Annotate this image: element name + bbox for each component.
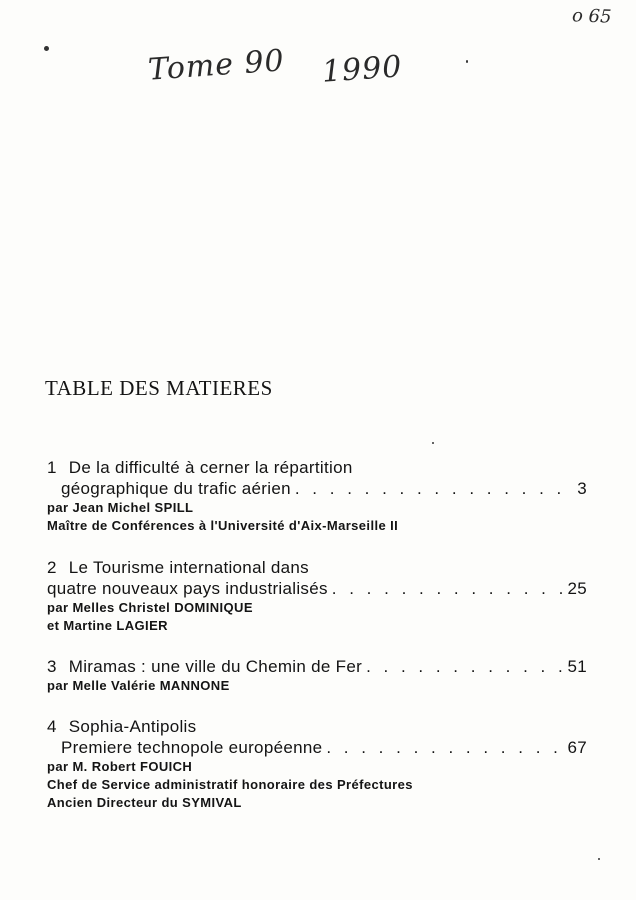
- entry-title: De la difficulté à cerner la répartition: [68, 458, 353, 477]
- entry-author: par M. Robert FOUICH: [47, 759, 193, 774]
- entry-title-line: [47, 457, 587, 478]
- entry-author: par Melles Christel DOMINIQUE: [47, 600, 253, 615]
- entry-title-line: [47, 656, 587, 677]
- toc-entry: [47, 656, 587, 695]
- ink-speck: [466, 60, 468, 63]
- ink-speck: [598, 858, 600, 860]
- page-title: TABLE DES MATIERES: [45, 376, 273, 400]
- entry-number: 1: [47, 458, 57, 477]
- handwritten-volume-note: Tome 90: [146, 43, 286, 88]
- entry-title-continued: géographique du trafic aérien: [61, 479, 291, 498]
- dot-leader: [362, 656, 565, 677]
- entry-title-line: [47, 557, 587, 578]
- entry-page-number: 25: [567, 579, 587, 598]
- entry-author-detail: Chef de Service administratif honoraire des Préfectures: [47, 777, 413, 792]
- entry-title-continued: quatre nouveaux pays industrialisés: [47, 579, 328, 598]
- entry-page-number: 51: [567, 657, 587, 676]
- handwritten-corner-ref: o 65: [571, 5, 612, 28]
- entry-author-detail: Ancien Directeur du SYMIVAL: [47, 795, 242, 810]
- dot-leader: [291, 478, 565, 499]
- toc-entry: [47, 457, 587, 535]
- toc-entry: [47, 557, 587, 635]
- entry-title-continued: Premiere technopole européenne: [61, 738, 323, 757]
- entry-author-detail: Maître de Conférences à l'Université d'Aix-Marseille II: [47, 518, 399, 533]
- entry-page-number: 67: [567, 738, 587, 757]
- dot-leader: [328, 578, 565, 599]
- entry-title: Sophia-Antipolis: [68, 717, 197, 736]
- entry-number: 4: [47, 717, 57, 736]
- ink-speck: [44, 46, 49, 51]
- toc-entry: [47, 716, 587, 812]
- entry-title-line: [47, 478, 587, 499]
- entry-author: par Melle Valérie MANNONE: [47, 678, 230, 693]
- entry-author-detail: et Martine LAGIER: [47, 618, 168, 633]
- ink-speck: [432, 442, 434, 444]
- entry-page-number: 3: [577, 479, 587, 498]
- entry-title-line: [47, 578, 587, 599]
- entry-title-line: [47, 737, 587, 758]
- entry-number: 2: [47, 558, 57, 577]
- entry-author: par Jean Michel SPILL: [47, 500, 194, 515]
- entry-title: Miramas : une ville du Chemin de Fer: [68, 657, 363, 676]
- handwritten-year-note: 1990: [320, 49, 404, 90]
- dot-leader: [322, 737, 565, 758]
- entry-title: Le Tourisme international dans: [68, 558, 309, 577]
- entry-number: 3: [47, 657, 57, 676]
- entry-title-line: [47, 716, 587, 737]
